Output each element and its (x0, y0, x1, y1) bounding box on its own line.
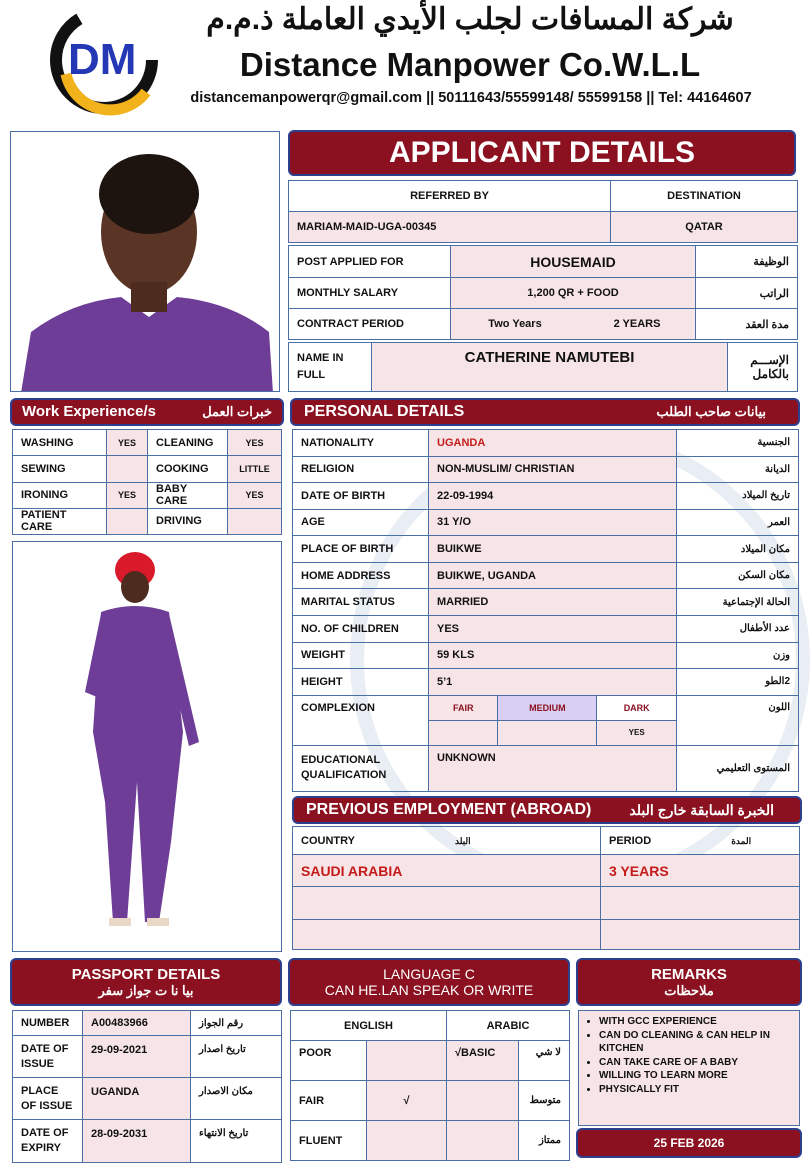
personal-label: HEIGHT (293, 669, 429, 696)
personal-value: 59 KLS (429, 642, 677, 669)
skill-value: YES (228, 482, 282, 508)
personal-details-title-en: PERSONAL DETAILS (304, 403, 465, 420)
english-level-mark (367, 1041, 447, 1081)
english-level-mark: √ (367, 1081, 447, 1121)
complexion-arabic: اللون (677, 695, 799, 745)
skill-value: YES (107, 430, 148, 456)
complexion-dark-mark: YES (597, 720, 677, 745)
arabic-level-mark (447, 1081, 519, 1121)
personal-label: MARITAL STATUS (293, 589, 429, 616)
passport-value: A00483966 (83, 1011, 191, 1036)
skill-value: YES (107, 482, 148, 508)
passport-arabic: مكان الاصدار (191, 1078, 282, 1120)
personal-arabic: مكان الميلاد (677, 536, 799, 563)
personal-details-title (290, 398, 800, 426)
applicant-portrait-photo (10, 131, 280, 392)
personal-arabic: 2الطو (677, 669, 799, 696)
personal-label: RELIGION (293, 456, 429, 483)
personal-label: NO. OF CHILDREN (293, 615, 429, 642)
skill-label: SEWING (13, 456, 107, 482)
work-experience-title (10, 398, 284, 426)
job-table (288, 245, 798, 339)
complexion-medium-mark (498, 720, 597, 745)
passport-arabic: تاريخ اصدار (191, 1036, 282, 1078)
employment-country-value: SAUDI ARABIA (293, 855, 601, 887)
personal-label: WEIGHT (293, 642, 429, 669)
remark-item: • WITH GCC EXPERIENCE (599, 1015, 793, 1029)
svg-text:DM: DM (68, 35, 137, 84)
language-title (288, 958, 570, 1006)
period-label: PERIOD (609, 834, 652, 847)
education-arabic: المستوى التعليمي (677, 745, 799, 791)
passport-label: PLACE OF ISSUE (13, 1078, 83, 1120)
personal-arabic: تاريخ الميلاد (677, 483, 799, 510)
employment-empty-cell (601, 919, 800, 949)
personal-value: NON-MUSLIM/ CHRISTIAN (429, 456, 677, 483)
language-level-arabic: ممتاز (519, 1121, 570, 1161)
post-arabic: الوظيفة (696, 246, 798, 278)
personal-label: NATIONALITY (293, 430, 429, 457)
personal-label: AGE (293, 509, 429, 536)
personal-value: 22-09-1994 (429, 483, 677, 510)
skill-label: COOKING (148, 456, 228, 482)
passport-table (12, 1010, 282, 1162)
personal-value: UGANDA (429, 430, 677, 457)
skill-value (107, 456, 148, 482)
english-level-mark (367, 1121, 447, 1161)
complexion-label: COMPLEXION (293, 695, 429, 745)
passport-value: 29-09-2021 (83, 1036, 191, 1078)
contract-label: CONTRACT PERIOD (289, 309, 451, 340)
previous-employment-title-en: PREVIOUS EMPLOYMENT (ABROAD) (306, 801, 592, 818)
destination-label: DESTINATION (611, 181, 798, 212)
remarks-date: 25 FEB 2026 (576, 1128, 802, 1158)
applicant-full-body-photo (12, 541, 282, 952)
previous-employment-title (292, 796, 802, 824)
complexion-fair: FAIR (429, 695, 498, 720)
passport-value: 28-09-2031 (83, 1120, 191, 1163)
language-level-label: FLUENT (291, 1121, 367, 1161)
skill-value (107, 508, 148, 534)
work-experience-title-ar: خبرات العمل (202, 404, 272, 419)
company-contact: distancemanpowerqr@gmail.com || 50111643/55599148/ 55599158 || Tel: 44164607 (190, 90, 752, 106)
personal-arabic: مكان السكن (677, 562, 799, 589)
period-header (601, 827, 800, 855)
company-logo (46, 4, 162, 116)
personal-details-title-ar: بيانات صاحب الطلب (656, 404, 766, 419)
passport-label: DATE OF EXPIRY (13, 1120, 83, 1163)
arabic-level-mark (447, 1121, 519, 1161)
personal-arabic: العمر (677, 509, 799, 536)
salary-label: MONTHLY SALARY (289, 278, 451, 309)
language-title-line1: LANGUAGE C (383, 966, 475, 982)
language-level-arabic: لا شي (519, 1041, 570, 1081)
remark-item: • WILLING TO LEARN MORE (599, 1069, 793, 1083)
complexion-medium: MEDIUM (498, 695, 597, 720)
personal-arabic: الديانة (677, 456, 799, 483)
passport-details-title (10, 958, 282, 1006)
education-label: EDUCATIONAL QUALIFICATION (293, 745, 429, 791)
employment-empty-cell (601, 887, 800, 919)
salary-arabic: الراتب (696, 278, 798, 309)
complexion-fair-mark (429, 720, 498, 745)
personal-value: MARRIED (429, 589, 677, 616)
period-arabic: المدة (731, 835, 752, 846)
skill-label: PATIENT CARE (13, 508, 107, 534)
personal-label: HOME ADDRESS (293, 562, 429, 589)
remark-item: • CAN TAKE CARE OF A BABY (599, 1056, 793, 1070)
post-value: HOUSEMAID (451, 246, 696, 278)
personal-arabic: الحالة الإجتماعية (677, 589, 799, 616)
personal-details-table (292, 429, 799, 792)
employment-table (292, 826, 800, 950)
skill-value: YES (228, 430, 282, 456)
country-label: COUNTRY (301, 834, 355, 847)
language-level-arabic: متوسط (519, 1081, 570, 1121)
previous-employment-title-ar: الخبرة السابقة خارج البلد (629, 802, 774, 818)
passport-arabic: تاريخ الانتهاء (191, 1120, 282, 1163)
skill-label: BABY CARE (148, 482, 228, 508)
employment-empty-cell (293, 887, 601, 919)
work-experience-title-en: Work Experience/s (22, 403, 156, 420)
language-level-label: FAIR (291, 1081, 367, 1121)
referred-by-label: REFERRED BY (289, 181, 611, 212)
remark-item: • CAN DO CLEANING & CAN HELP IN KITCHEN (599, 1029, 793, 1056)
remark-item: • PHYSICALLY FIT (599, 1083, 793, 1097)
contract-arabic: مدة العقد (696, 309, 798, 340)
remarks-title (576, 958, 802, 1006)
passport-label: NUMBER (13, 1011, 83, 1036)
personal-value: 31 Y/O (429, 509, 677, 536)
name-table (288, 342, 798, 392)
company-name-english: Distance Manpower Co.W.L.L (239, 46, 701, 83)
referral-table (288, 180, 798, 242)
skill-label: CLEANING (148, 430, 228, 456)
personal-value: BUIKWE, UGANDA (429, 562, 677, 589)
complexion-dark: DARK (597, 695, 677, 720)
passport-label: DATE OF ISSUE (13, 1036, 83, 1078)
contract-value-words: Two Years (451, 309, 580, 340)
skill-label: DRIVING (148, 508, 228, 534)
personal-value: BUIKWE (429, 536, 677, 563)
name-arabic: الإســـم بالكامل (728, 343, 798, 392)
post-label: POST APPLIED FOR (289, 246, 451, 278)
passport-title-ar: بيا نا ت جواز سفر (98, 983, 194, 998)
employment-period-value: 3 YEARS (601, 855, 800, 887)
personal-value: 5’1 (429, 669, 677, 696)
country-header (293, 827, 601, 855)
contract-value-years: 2 YEARS (579, 309, 696, 340)
remarks-box (578, 1010, 800, 1126)
full-name-value: CATHERINE NAMUTEBI (372, 343, 728, 392)
company-name-arabic: شركة المسافات لجلب الأيدي العاملة ذ.م.م (206, 3, 734, 36)
personal-label: PLACE OF BIRTH (293, 536, 429, 563)
remarks-title-en: REMARKS (651, 966, 727, 983)
personal-arabic: الجنسية (677, 430, 799, 457)
language-level-label: POOR (291, 1041, 367, 1081)
name-label: NAME IN FULL (289, 343, 372, 392)
applicant-details-title: APPLICANT DETAILS (288, 130, 796, 176)
employment-empty-cell (293, 919, 601, 949)
personal-arabic: وزن (677, 642, 799, 669)
remarks-title-ar: ملاحظات (664, 983, 714, 998)
skill-value (228, 508, 282, 534)
personal-label: DATE OF BIRTH (293, 483, 429, 510)
passport-title-en: PASSPORT DETAILS (71, 966, 221, 983)
personal-value: YES (429, 615, 677, 642)
destination-value: QATAR (611, 212, 798, 243)
arabic-header: ARABIC (447, 1011, 570, 1041)
skill-value: LITTLE (228, 456, 282, 482)
english-header: ENGLISH (291, 1011, 447, 1041)
language-title-line2: CAN HE.LAN SPEAK OR WRITE (324, 982, 534, 998)
skill-label: WASHING (13, 430, 107, 456)
passport-value: UGANDA (83, 1078, 191, 1120)
language-table (290, 1010, 570, 1160)
country-arabic: البلد (454, 835, 471, 846)
salary-value: 1,200 QR + FOOD (451, 278, 696, 309)
work-experience-table (12, 429, 282, 535)
passport-arabic: رقم الجواز (191, 1011, 282, 1036)
personal-arabic: عدد الأطفال (677, 615, 799, 642)
skill-label: IRONING (13, 482, 107, 508)
education-value: UNKNOWN (429, 745, 677, 791)
referred-by-value: MARIAM-MAID-UGA-00345 (289, 212, 611, 243)
arabic-level-mark: √BASIC (447, 1041, 519, 1081)
